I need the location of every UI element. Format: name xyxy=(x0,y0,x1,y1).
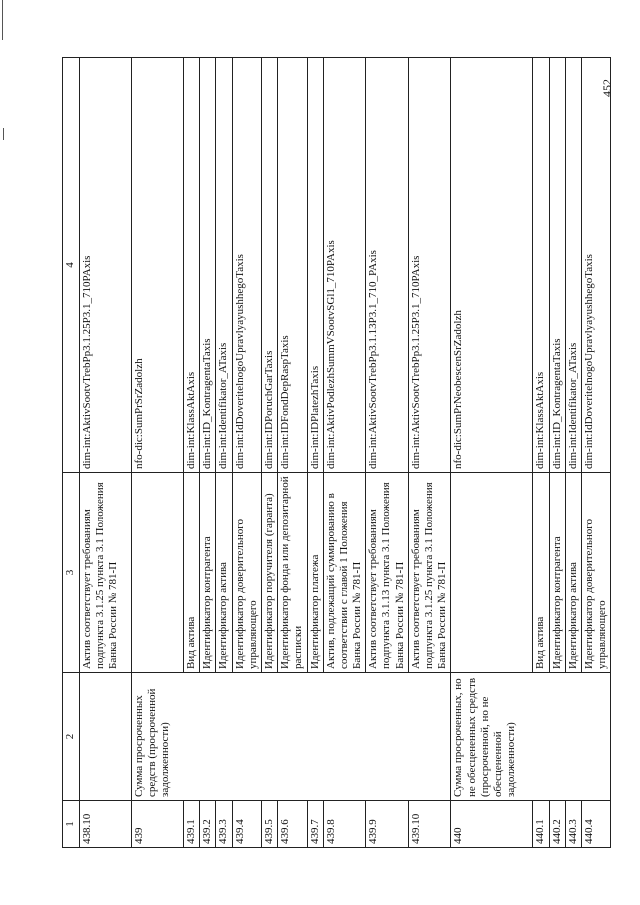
row-number: 439.8 xyxy=(323,801,366,848)
margin-mark xyxy=(3,128,4,140)
header-cell: 2 xyxy=(63,673,80,801)
xbrl-code: dim-int:Identifikator_ATaxis xyxy=(216,58,232,473)
indicator-name xyxy=(80,673,132,801)
table-header-row xyxy=(63,58,80,848)
row-number: 439.1 xyxy=(184,801,200,848)
row-number: 439.3 xyxy=(216,801,232,848)
header-cell: 3 xyxy=(63,473,80,673)
row-number: 439 xyxy=(132,801,184,848)
row-number: 439.6 xyxy=(278,801,307,848)
table-row xyxy=(132,58,184,848)
xbrl-code: dim-int:IDPlatezhTaxis xyxy=(307,58,323,473)
row-number: 438.10 xyxy=(80,801,132,848)
header-cell: 1 xyxy=(63,801,80,848)
xbrl-code: dim-int:IDFondDepRaspTaxis xyxy=(278,58,307,473)
indicator-description: Идентификатор фонда или депозитарной расписки xyxy=(278,473,307,673)
xbrl-code: nfo-dic:SumPrNeobescenSrZadolzh xyxy=(451,58,533,473)
indicator-description: Идентификатор платежа xyxy=(307,473,323,673)
indicator-description xyxy=(132,473,184,673)
row-number: 439.7 xyxy=(307,801,323,848)
row-number: 440 xyxy=(451,801,533,848)
row-number: 439.9 xyxy=(366,801,409,848)
indicator-description: Идентификатор контрагента xyxy=(549,473,565,673)
indicator-description: Идентификатор актива xyxy=(216,473,232,673)
indicator-description xyxy=(451,473,533,673)
xbrl-code: dim-int:IdDoveritelnogoUpravlyayushhegoTaxis xyxy=(232,58,261,473)
xbrl-code: dim-int:Identifikator_ATaxis xyxy=(565,58,581,473)
table-row xyxy=(451,58,533,848)
xbrl-code: nfo-dic:SumPrSrZadolzh xyxy=(132,58,184,473)
indicator-description: Идентификатор актива xyxy=(565,473,581,673)
row-number: 439.10 xyxy=(408,801,451,848)
indicator-description: Вид актива xyxy=(184,473,200,673)
indicator-description: Идентификатор доверительного управляющего xyxy=(581,473,610,673)
document-table xyxy=(62,57,611,848)
indicator-description: Актив, подлежащий суммированию в соответствии с главой 1 Положения Банка России № 781-П xyxy=(323,473,366,673)
xbrl-code: dim-int:IdDoveritelnogoUpravlyayushhegoTaxis xyxy=(581,58,610,473)
xbrl-code: dim-int:AktivSootvTrebPp3.1.25P3.1_710PAxis xyxy=(408,58,451,473)
xbrl-code: dim-int:AktivSootvTrebPp3.1.13P3.1_710_PAxis xyxy=(366,58,409,473)
indicator-description: Идентификатор поручителя (гаранта) xyxy=(261,473,277,673)
header-cell: 4 xyxy=(63,58,80,473)
indicator-description: Актив соответствует требованиям подпункта 3.1.13 пункта 3.1 Положения Банка России № 781-П xyxy=(366,473,409,673)
row-number: 440.4 xyxy=(581,801,610,848)
xbrl-code: dim-int:KlassAktAxis xyxy=(184,58,200,473)
xbrl-code: dim-int:ID_KontragentaTaxis xyxy=(549,58,565,473)
table-row xyxy=(80,58,132,848)
row-number: 440.2 xyxy=(549,801,565,848)
row-number: 439.2 xyxy=(200,801,216,848)
indicator-description: Актив соответствует требованиям подпункта 3.1.25 пункта 3.1 Положения Банка России № 781-П xyxy=(80,473,132,673)
xbrl-code: dim-int:KlassAktAxis xyxy=(533,58,549,473)
row-number: 440.3 xyxy=(565,801,581,848)
row-number: 440.1 xyxy=(533,801,549,848)
indicator-description: Идентификатор доверительного управляющего xyxy=(232,473,261,673)
xbrl-code: dim-int:ID_KontragentaTaxis xyxy=(200,58,216,473)
indicator-description: Актив соответствует требованиям подпункта 3.1.25 пункта 3.1 Положения Банка России № 781-П xyxy=(408,473,451,673)
xbrl-code: dim-int:AktivPodlezhSummVSootvSGl1_710PAxis xyxy=(323,58,366,473)
indicator-name: Сумма просроченных средств (просроченной задолженности) xyxy=(132,673,451,801)
xbrl-code: dim-int:IDPoruchGarTaxis xyxy=(261,58,277,473)
xbrl-code: dim-int:AktivSootvTrebPp3.1.25P3.1_710PAxis xyxy=(80,58,132,473)
row-number: 439.4 xyxy=(232,801,261,848)
row-number: 439.5 xyxy=(261,801,277,848)
margin-line xyxy=(2,0,3,40)
indicator-description: Идентификатор контрагента xyxy=(200,473,216,673)
indicator-description: Вид актива xyxy=(533,473,549,673)
page-number: 452 xyxy=(600,79,614,97)
indicator-name: Сумма просроченных, но не обесцененных средств (просроченной, но не обесцененной задолженности) xyxy=(451,673,611,801)
